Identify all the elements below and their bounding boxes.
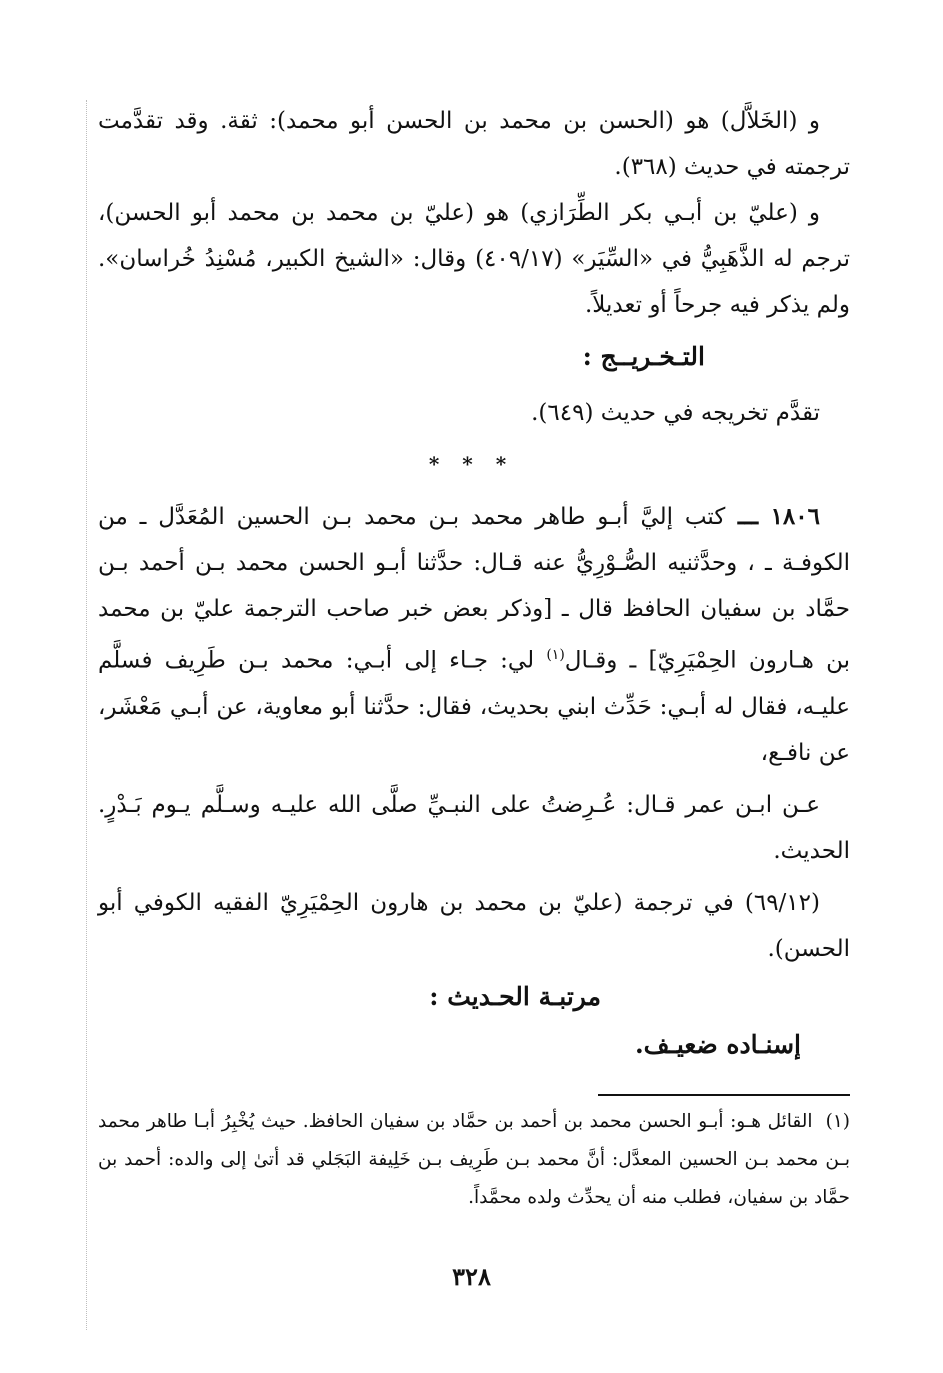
rank-text: إسنـاده ضعيـف. — [634, 1030, 801, 1059]
hadith-isnad — [98, 494, 850, 776]
footnote-divider — [598, 1094, 850, 1096]
heading-takhrij: التـخـريــج : — [582, 342, 705, 371]
narrator-notes — [98, 98, 850, 328]
footnote-paragraph — [98, 1103, 850, 1217]
hadith-number: ١٨٠٦ — [770, 503, 820, 530]
footnote-reference[interactable]: (١) — [546, 647, 565, 663]
paragraph-khallal: و (الخَلاَّل) هو (الحسن بن محمد بن الحسن أبو محمد): ثقة. وقد تقدَّمت ترجمته في حديث (٣٦٨). — [98, 108, 850, 180]
isnad-continued: لي: جـاء إلى أبـي: محمد بـن طَرِيف فسلَّم عليـه، فقال له أبـي: حَدِّث ابني بحديث، فقال: حدَّثنا أبو معاوية، عن أبـي مَعْشَر، عن نافـع، — [98, 647, 850, 766]
heading-rank: مرتبـة الحـديث : — [429, 982, 601, 1011]
takhrij-block — [98, 390, 850, 436]
footnote-text: القائل هـو: أبـو الحسن محمد بن أحمد بن حمَّاد بن سفيان الحافظ. حيث يُخْبِرُ أبـا طاهر محمد بـن محمد بـن الحسين المعدَّل: أنَّ محمد بـن طَرِيف بـن خَلِيفة البَجَلي قد أتىٰ إلى والده: أحمد بن حمَّاد بن سفيان، فطلب منه أن يحدِّث ولده محمَّداً. — [98, 1111, 850, 1208]
hadith-block — [98, 494, 850, 972]
section-separator: * * * — [428, 452, 515, 476]
isnad-text: كتب إليَّ أبـو طاهر محمد بـن محمد بـن الحسين المُعَدَّل ـ من الكوفـة ـ ، وحدَّثنيه الصُّـوْرِيُّ عنه قـال: حدَّثنا أبـو الحسن محمد بـن أحمد بـن حمَّاد بن سفيان الحافظ قال ـ [وذكر بعض خبر صاحب الترجمة عليّ بن محمد بن هـارون الحِمْيَرِيّ] ـ وقـال — [98, 504, 850, 674]
page-edge-dotted-line — [86, 100, 88, 1330]
takhrij-text: تقدَّم تخريجه في حديث (٦٤٩). — [531, 400, 820, 426]
footnote — [98, 1103, 850, 1217]
hadith-dash: ـــ — [725, 503, 771, 530]
hadith-source: (٦٩/١٢) في ترجمة (عليّ بن محمد بن هارون الحِمْيَرِيّ الفقيه الكوفي أبو الحسن). — [98, 889, 850, 962]
footnote-marker: (١) — [825, 1111, 851, 1132]
hadith-matn: عـن ابـن عمر قـال: عُـرِضتُ على النبـيِّ صلَّى الله عليـه وسـلَّم يـوم بَـدْرٍ. الحديث. — [98, 791, 850, 864]
paragraph-tirazi: و (عليّ بن أبـي بكر الطِّرَازي) هو (عليّ بن محمد بن محمد أبو الحسن)، ترجم له الذَّهَبِيُّ في «السِّيَر» (٤٠٩/١٧) وقال: «الشيخ الكبير، مُسْنِدُ خُراسان». ولم يذكر فيه جرحاً أو تعديلاً. — [98, 200, 850, 318]
page-number: ٣٢٨ — [452, 1262, 491, 1291]
